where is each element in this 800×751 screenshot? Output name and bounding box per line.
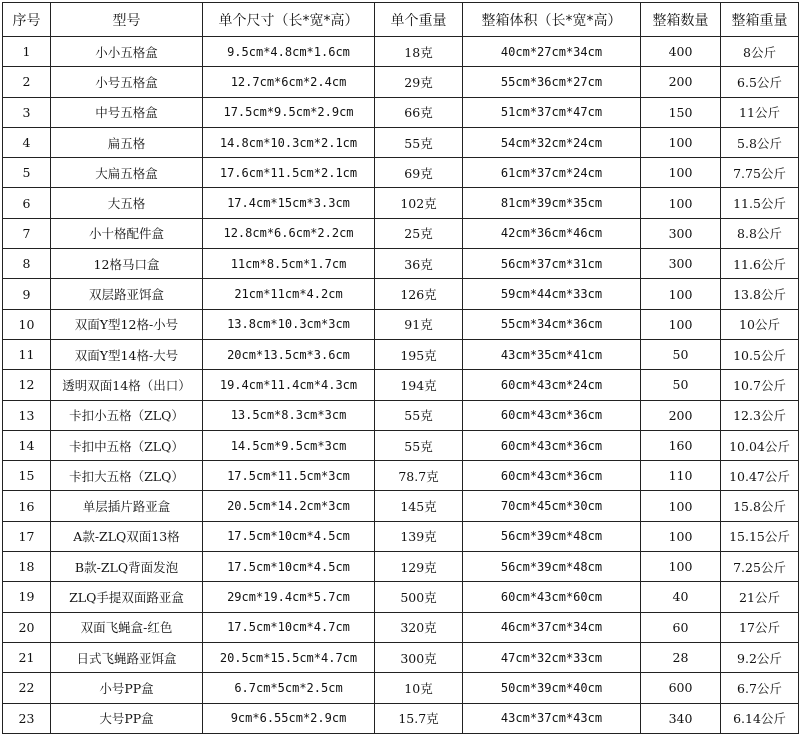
- cell-box-weight: 10.47公斤: [721, 461, 799, 491]
- cell-box-volume: 60cm*43cm*36cm: [463, 430, 641, 460]
- cell-index: 16: [3, 491, 51, 521]
- cell-box-quantity: 100: [641, 158, 721, 188]
- cell-model: B款-ZLQ背面发泡: [51, 552, 203, 582]
- cell-unit-weight: 145克: [375, 491, 463, 521]
- cell-box-weight: 17公斤: [721, 612, 799, 642]
- cell-model: 卡扣大五格（ZLQ）: [51, 461, 203, 491]
- cell-unit-weight: 194克: [375, 370, 463, 400]
- cell-unit-weight: 29克: [375, 67, 463, 97]
- header-box-volume: 整箱体积（长*宽*高）: [463, 3, 641, 37]
- cell-unit-size: 20.5cm*15.5cm*4.7cm: [203, 642, 375, 672]
- cell-model: 大五格: [51, 188, 203, 218]
- cell-box-weight: 10公斤: [721, 309, 799, 339]
- cell-unit-weight: 25克: [375, 218, 463, 248]
- cell-unit-weight: 36克: [375, 249, 463, 279]
- cell-unit-size: 17.5cm*9.5cm*2.9cm: [203, 97, 375, 127]
- cell-unit-size: 17.5cm*10cm*4.5cm: [203, 521, 375, 551]
- cell-box-quantity: 160: [641, 430, 721, 460]
- cell-unit-size: 12.7cm*6cm*2.4cm: [203, 67, 375, 97]
- cell-box-quantity: 600: [641, 673, 721, 703]
- cell-model: 卡扣中五格（ZLQ）: [51, 430, 203, 460]
- table-row: [3, 612, 799, 642]
- table-row: [3, 400, 799, 430]
- cell-box-weight: 10.7公斤: [721, 370, 799, 400]
- cell-box-weight: 7.75公斤: [721, 158, 799, 188]
- cell-unit-size: 9cm*6.55cm*2.9cm: [203, 703, 375, 733]
- table-row: [3, 339, 799, 369]
- cell-box-quantity: 400: [641, 37, 721, 67]
- cell-model: 大扁五格盒: [51, 158, 203, 188]
- cell-model: 中号五格盒: [51, 97, 203, 127]
- cell-index: 22: [3, 673, 51, 703]
- cell-box-quantity: 100: [641, 188, 721, 218]
- cell-box-weight: 15.15公斤: [721, 521, 799, 551]
- cell-box-weight: 6.5公斤: [721, 67, 799, 97]
- cell-box-quantity: 100: [641, 552, 721, 582]
- table-row: [3, 37, 799, 67]
- cell-box-volume: 47cm*32cm*33cm: [463, 642, 641, 672]
- cell-index: 13: [3, 400, 51, 430]
- cell-box-volume: 60cm*43cm*36cm: [463, 461, 641, 491]
- table-row: [3, 491, 799, 521]
- cell-model: A款-ZLQ双面13格: [51, 521, 203, 551]
- cell-box-quantity: 150: [641, 97, 721, 127]
- table-row: [3, 552, 799, 582]
- cell-unit-size: 21cm*11cm*4.2cm: [203, 279, 375, 309]
- cell-unit-weight: 15.7克: [375, 703, 463, 733]
- cell-model: 小小五格盒: [51, 37, 203, 67]
- table-row: [3, 430, 799, 460]
- cell-box-weight: 10.5公斤: [721, 339, 799, 369]
- cell-box-quantity: 100: [641, 491, 721, 521]
- cell-model: 小号五格盒: [51, 67, 203, 97]
- cell-box-volume: 55cm*34cm*36cm: [463, 309, 641, 339]
- cell-box-weight: 10.04公斤: [721, 430, 799, 460]
- cell-box-weight: 8.8公斤: [721, 218, 799, 248]
- table-row: [3, 218, 799, 248]
- cell-box-weight: 6.14公斤: [721, 703, 799, 733]
- cell-box-volume: 40cm*27cm*34cm: [463, 37, 641, 67]
- cell-box-volume: 51cm*37cm*47cm: [463, 97, 641, 127]
- header-row: [3, 3, 799, 37]
- cell-model: 双面Y型14格-大号: [51, 339, 203, 369]
- cell-index: 19: [3, 582, 51, 612]
- cell-index: 18: [3, 552, 51, 582]
- cell-box-volume: 81cm*39cm*35cm: [463, 188, 641, 218]
- cell-unit-size: 20cm*13.5cm*3.6cm: [203, 339, 375, 369]
- cell-unit-size: 11cm*8.5cm*1.7cm: [203, 249, 375, 279]
- cell-unit-size: 9.5cm*4.8cm*1.6cm: [203, 37, 375, 67]
- cell-unit-size: 12.8cm*6.6cm*2.2cm: [203, 218, 375, 248]
- table-row: [3, 158, 799, 188]
- cell-box-volume: 56cm*39cm*48cm: [463, 521, 641, 551]
- cell-box-quantity: 300: [641, 218, 721, 248]
- cell-unit-size: 29cm*19.4cm*5.7cm: [203, 582, 375, 612]
- cell-model: 双面飞蝇盒-红色: [51, 612, 203, 642]
- cell-unit-size: 14.5cm*9.5cm*3cm: [203, 430, 375, 460]
- cell-box-weight: 12.3公斤: [721, 400, 799, 430]
- cell-box-quantity: 100: [641, 521, 721, 551]
- cell-box-volume: 55cm*36cm*27cm: [463, 67, 641, 97]
- cell-model: 12格马口盒: [51, 249, 203, 279]
- cell-box-volume: 60cm*43cm*60cm: [463, 582, 641, 612]
- cell-box-quantity: 340: [641, 703, 721, 733]
- cell-model: 小十格配件盒: [51, 218, 203, 248]
- cell-model: 小号PP盒: [51, 673, 203, 703]
- table-row: [3, 309, 799, 339]
- cell-box-volume: 43cm*37cm*43cm: [463, 703, 641, 733]
- cell-box-volume: 56cm*37cm*31cm: [463, 249, 641, 279]
- cell-box-weight: 11.6公斤: [721, 249, 799, 279]
- cell-unit-size: 13.5cm*8.3cm*3cm: [203, 400, 375, 430]
- table-body: [3, 37, 799, 734]
- cell-box-quantity: 28: [641, 642, 721, 672]
- cell-index: 7: [3, 218, 51, 248]
- table-row: [3, 673, 799, 703]
- cell-box-volume: 59cm*44cm*33cm: [463, 279, 641, 309]
- cell-box-quantity: 200: [641, 400, 721, 430]
- cell-box-quantity: 60: [641, 612, 721, 642]
- cell-box-quantity: 100: [641, 279, 721, 309]
- table-row: [3, 188, 799, 218]
- table-row: [3, 97, 799, 127]
- cell-model: 双面Y型12格-小号: [51, 309, 203, 339]
- cell-box-weight: 5.8公斤: [721, 127, 799, 157]
- table-row: [3, 582, 799, 612]
- cell-index: 12: [3, 370, 51, 400]
- table-row: [3, 521, 799, 551]
- table-row: [3, 67, 799, 97]
- cell-model: 单层插片路亚盒: [51, 491, 203, 521]
- cell-model: 双层路亚饵盒: [51, 279, 203, 309]
- cell-box-volume: 46cm*37cm*34cm: [463, 612, 641, 642]
- cell-unit-weight: 126克: [375, 279, 463, 309]
- cell-box-volume: 70cm*45cm*30cm: [463, 491, 641, 521]
- cell-unit-weight: 500克: [375, 582, 463, 612]
- cell-unit-size: 20.5cm*14.2cm*3cm: [203, 491, 375, 521]
- cell-unit-weight: 55克: [375, 400, 463, 430]
- table-row: [3, 703, 799, 733]
- cell-unit-size: 17.4cm*15cm*3.3cm: [203, 188, 375, 218]
- cell-model: 卡扣小五格（ZLQ）: [51, 400, 203, 430]
- cell-box-quantity: 110: [641, 461, 721, 491]
- cell-box-volume: 54cm*32cm*24cm: [463, 127, 641, 157]
- header-box-weight: 整箱重量: [721, 3, 799, 37]
- cell-index: 1: [3, 37, 51, 67]
- cell-box-weight: 11.5公斤: [721, 188, 799, 218]
- cell-box-quantity: 50: [641, 370, 721, 400]
- cell-index: 23: [3, 703, 51, 733]
- cell-unit-weight: 102克: [375, 188, 463, 218]
- table-row: [3, 249, 799, 279]
- cell-model: 透明双面14格（出口）: [51, 370, 203, 400]
- cell-box-volume: 56cm*39cm*48cm: [463, 552, 641, 582]
- cell-unit-weight: 55克: [375, 127, 463, 157]
- cell-unit-size: 14.8cm*10.3cm*2.1cm: [203, 127, 375, 157]
- cell-index: 10: [3, 309, 51, 339]
- cell-box-weight: 21公斤: [721, 582, 799, 612]
- table-row: [3, 279, 799, 309]
- cell-box-quantity: 40: [641, 582, 721, 612]
- cell-unit-weight: 78.7克: [375, 461, 463, 491]
- cell-model: 扁五格: [51, 127, 203, 157]
- cell-box-weight: 8公斤: [721, 37, 799, 67]
- cell-index: 3: [3, 97, 51, 127]
- cell-box-volume: 43cm*35cm*41cm: [463, 339, 641, 369]
- cell-unit-weight: 18克: [375, 37, 463, 67]
- cell-unit-weight: 139克: [375, 521, 463, 551]
- cell-unit-size: 6.7cm*5cm*2.5cm: [203, 673, 375, 703]
- cell-model: 日式飞蝇路亚饵盒: [51, 642, 203, 672]
- cell-box-weight: 11公斤: [721, 97, 799, 127]
- cell-index: 5: [3, 158, 51, 188]
- cell-index: 15: [3, 461, 51, 491]
- cell-box-weight: 6.7公斤: [721, 673, 799, 703]
- cell-box-quantity: 100: [641, 309, 721, 339]
- cell-index: 8: [3, 249, 51, 279]
- cell-box-quantity: 200: [641, 67, 721, 97]
- cell-unit-weight: 10克: [375, 673, 463, 703]
- cell-unit-weight: 55克: [375, 430, 463, 460]
- cell-unit-size: 17.6cm*11.5cm*2.1cm: [203, 158, 375, 188]
- cell-box-quantity: 100: [641, 127, 721, 157]
- table-row: [3, 370, 799, 400]
- cell-index: 20: [3, 612, 51, 642]
- cell-box-weight: 9.2公斤: [721, 642, 799, 672]
- cell-index: 6: [3, 188, 51, 218]
- cell-box-volume: 50cm*39cm*40cm: [463, 673, 641, 703]
- cell-index: 11: [3, 339, 51, 369]
- table-row: [3, 461, 799, 491]
- cell-unit-size: 17.5cm*10cm*4.5cm: [203, 552, 375, 582]
- cell-index: 4: [3, 127, 51, 157]
- product-spec-table: [2, 2, 799, 734]
- table-row: [3, 127, 799, 157]
- cell-model: ZLQ手提双面路亚盒: [51, 582, 203, 612]
- cell-model: 大号PP盒: [51, 703, 203, 733]
- cell-unit-weight: 300克: [375, 642, 463, 672]
- cell-index: 17: [3, 521, 51, 551]
- cell-box-quantity: 300: [641, 249, 721, 279]
- cell-unit-weight: 66克: [375, 97, 463, 127]
- cell-box-weight: 15.8公斤: [721, 491, 799, 521]
- cell-box-weight: 7.25公斤: [721, 552, 799, 582]
- cell-box-volume: 42cm*36cm*46cm: [463, 218, 641, 248]
- header-unit-weight: 单个重量: [375, 3, 463, 37]
- cell-box-volume: 60cm*43cm*24cm: [463, 370, 641, 400]
- cell-unit-size: 19.4cm*11.4cm*4.3cm: [203, 370, 375, 400]
- table-row: [3, 642, 799, 672]
- cell-index: 21: [3, 642, 51, 672]
- cell-unit-weight: 91克: [375, 309, 463, 339]
- cell-unit-weight: 129克: [375, 552, 463, 582]
- header-box-quantity: 整箱数量: [641, 3, 721, 37]
- cell-box-volume: 60cm*43cm*36cm: [463, 400, 641, 430]
- cell-box-weight: 13.8公斤: [721, 279, 799, 309]
- cell-unit-size: 17.5cm*11.5cm*3cm: [203, 461, 375, 491]
- cell-box-volume: 61cm*37cm*24cm: [463, 158, 641, 188]
- cell-unit-weight: 320克: [375, 612, 463, 642]
- cell-box-quantity: 50: [641, 339, 721, 369]
- header-index: 序号: [3, 3, 51, 37]
- cell-unit-size: 17.5cm*10cm*4.7cm: [203, 612, 375, 642]
- cell-unit-weight: 195克: [375, 339, 463, 369]
- cell-index: 2: [3, 67, 51, 97]
- header-model: 型号: [51, 3, 203, 37]
- cell-index: 14: [3, 430, 51, 460]
- cell-unit-size: 13.8cm*10.3cm*3cm: [203, 309, 375, 339]
- header-unit-size: 单个尺寸（长*宽*高）: [203, 3, 375, 37]
- cell-unit-weight: 69克: [375, 158, 463, 188]
- cell-index: 9: [3, 279, 51, 309]
